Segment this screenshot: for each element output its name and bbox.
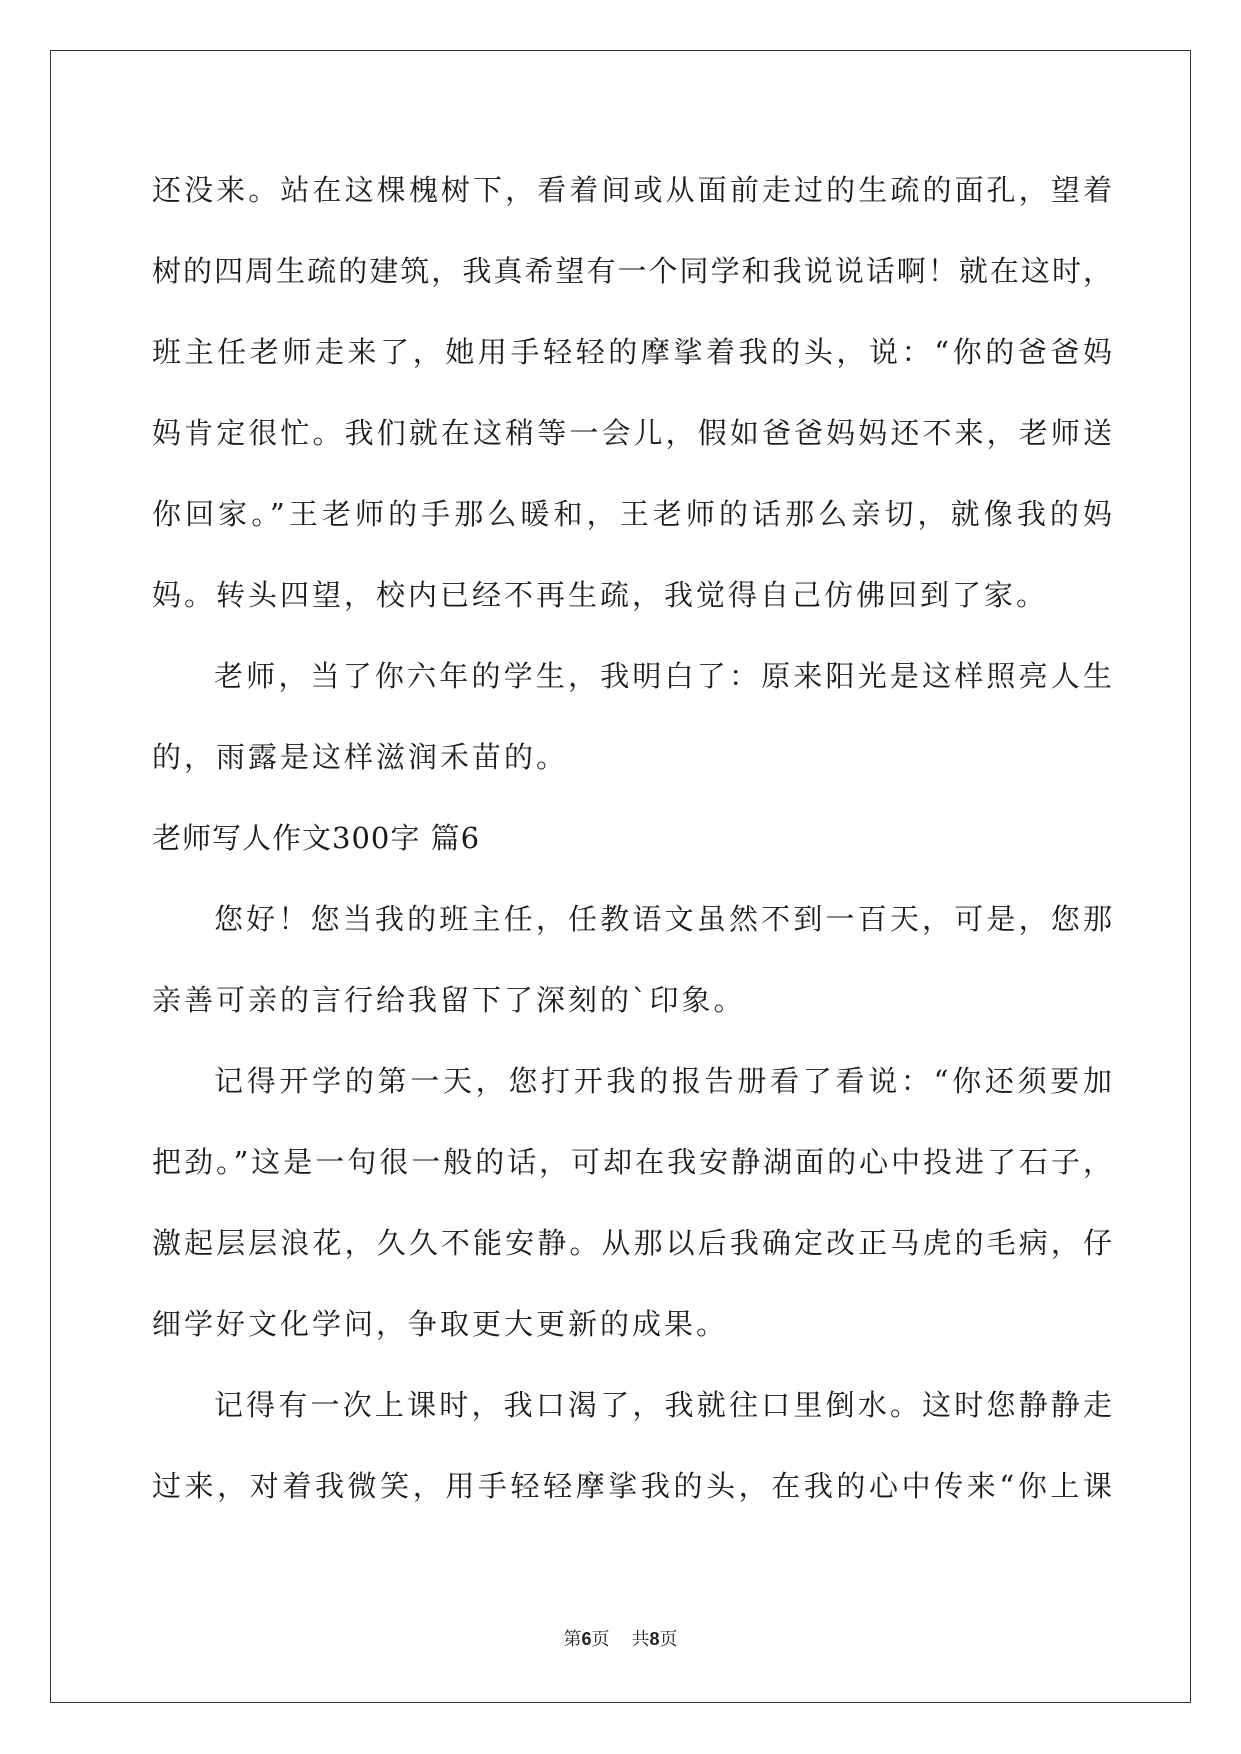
text-line: 记得有一次上课时，我口渴了，我就往口里倒水。这时您静静走 — [214, 1388, 1112, 1422]
footer-page-prefix: 第 — [563, 1629, 582, 1650]
footer-total-suffix: 页 — [659, 1629, 678, 1650]
text-line: 激起层层浪花，久久不能安静。从那以后我确定改正马虎的毛病，仔 — [152, 1226, 1112, 1260]
footer-page-number: 6 — [581, 1629, 592, 1649]
footer-total-number: 8 — [649, 1629, 660, 1649]
section-heading: 老师写人作文300字 篇6 — [152, 821, 481, 855]
text-line: 把劲。”这是一句很一般的话，可却在我安静湖面的心中投进了石子， — [152, 1145, 1112, 1179]
text-line: 细学好文化学问，争取更大更新的成果。 — [152, 1307, 729, 1341]
text-line: 亲善可亲的言行给我留下了深刻的`印象。 — [152, 983, 746, 1017]
footer-page-suffix: 页 — [591, 1629, 610, 1650]
footer-total-prefix: 共 — [631, 1629, 650, 1650]
text-line: 你回家。”王老师的手那么暖和，王老师的话那么亲切，就像我的妈 — [152, 497, 1112, 531]
text-line: 老师，当了你六年的学生，我明白了：原来阳光是这样照亮人生 — [214, 659, 1112, 693]
text-line: 树的四周生疏的建筑，我真希望有一个同学和我说说话啊！就在这时， — [152, 254, 1112, 288]
text-line: 班主任老师走来了，她用手轻轻的摩挲着我的头，说：“你的爸爸妈 — [152, 335, 1112, 369]
text-line: 记得开学的第一天，您打开我的报告册看了看说：“你还须要加 — [214, 1064, 1112, 1098]
text-line: 过来，对着我微笑，用手轻轻摩挲我的头，在我的心中传来“你上课 — [152, 1469, 1112, 1503]
text-line: 您好！您当我的班主任，任教语文虽然不到一百天，可是，您那 — [214, 902, 1112, 936]
text-line: 的，雨露是这样滋润禾苗的。 — [152, 740, 569, 774]
text-line: 妈肯定很忙。我们就在这稍等一会儿，假如爸爸妈妈还不来，老师送 — [152, 416, 1112, 450]
text-line: 还没来。站在这棵槐树下，看着间或从面前走过的生疏的面孔，望着 — [152, 173, 1112, 207]
page-footer — [0, 1625, 1241, 1651]
text-line: 妈。转头四望，校内已经不再生疏，我觉得自己仿佛回到了家。 — [152, 578, 1049, 612]
document-body — [152, 150, 1112, 1527]
